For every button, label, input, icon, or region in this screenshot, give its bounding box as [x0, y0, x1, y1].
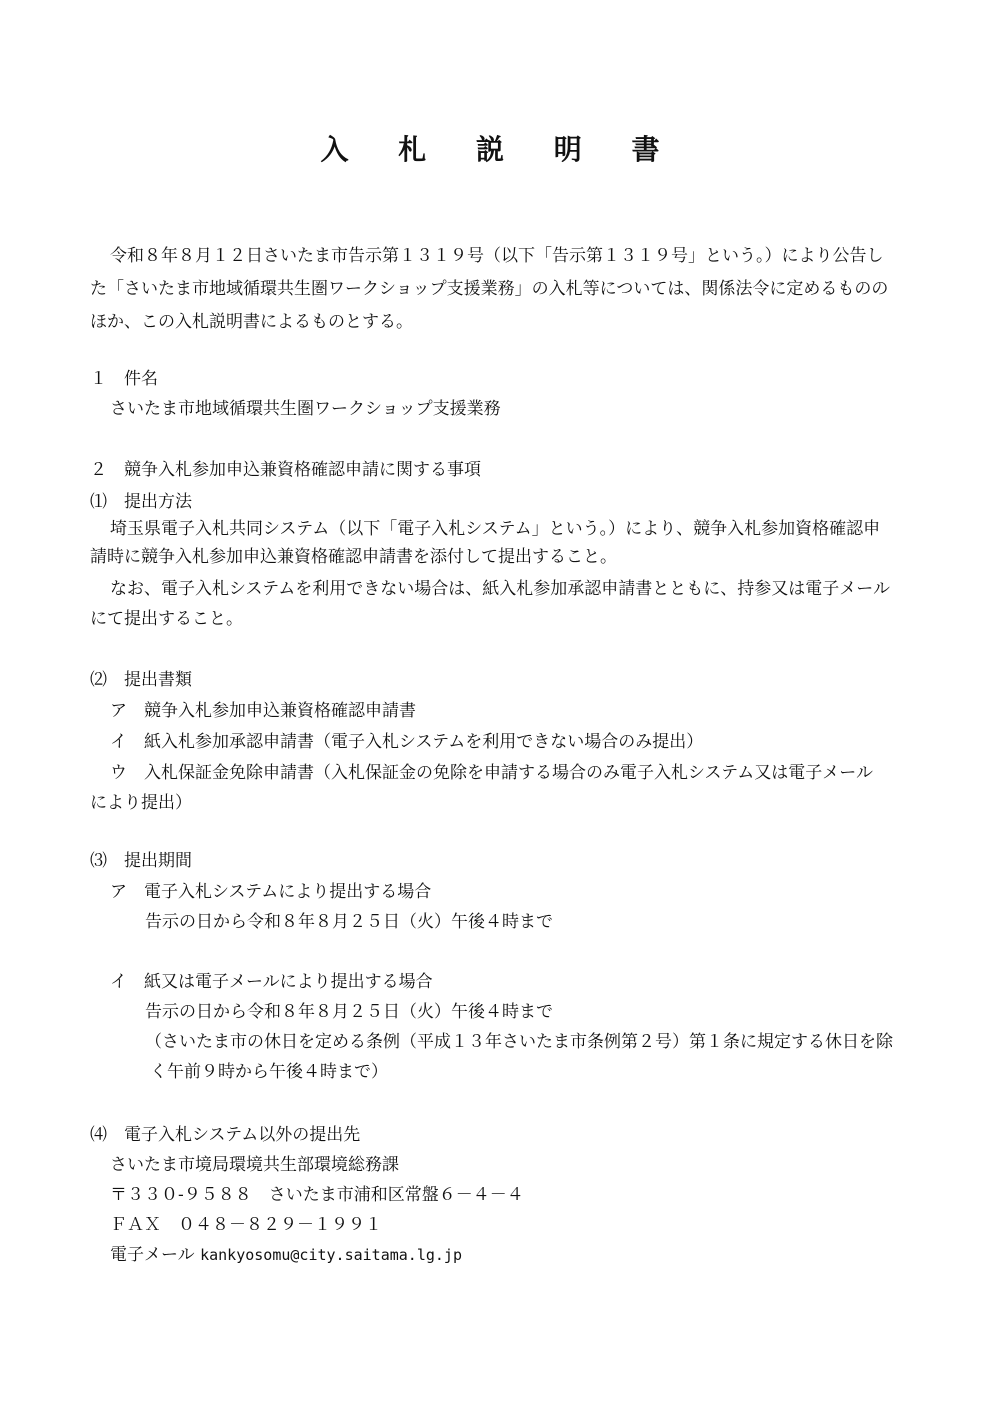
section-2-2-heading: ⑵ 提出書類 [90, 670, 192, 690]
section-2-3-a-body: 告示の日から令和８年８月２５日（火）午後４時まで [145, 912, 553, 932]
section-2-2-item-a: ア 競争入札参加申込兼資格確認申請書 [110, 701, 416, 721]
section-1-heading: １ 件名 [90, 369, 158, 389]
section-2-4-heading: ⑷ 電子入札システム以外の提出先 [90, 1125, 361, 1145]
section-2-3-b-heading: イ 紙又は電子メールにより提出する場合 [110, 972, 433, 992]
section-2-3-b-body: 告示の日から令和８年８月２５日（火）午後４時まで [145, 1002, 553, 1022]
section-1-body: さいたま市地域循環共生圏ワークショップ支援業務 [110, 399, 501, 419]
intro-line-1: 令和８年８月１２日さいたま市告示第１３１９号（以下「告示第１３１９号」という。）により公告し [110, 246, 884, 266]
section-2-1-line-4: にて提出すること。 [90, 609, 243, 629]
section-2-4-email-line [110, 1242, 462, 1268]
section-2-3-heading: ⑶ 提出期間 [90, 851, 192, 871]
section-2-4-fax: ＦＡＸ ０４８－８２９－１９９１ [110, 1215, 382, 1235]
document-title: 入 札 説 明 書 [320, 133, 680, 166]
section-2-heading: ２ 競争入札参加申込兼資格確認申請に関する事項 [90, 460, 481, 480]
section-2-1-line-1: 埼玉県電子入札共同システム（以下「電子入札システム」という。）により、競争入札参加資格確認申 [110, 519, 881, 539]
intro-line-3: ほか、この入札説明書によるものとする。 [90, 312, 413, 332]
section-2-2-item-b: イ 紙入札参加承認申請書（電子入札システムを利用できない場合のみ提出） [110, 732, 704, 752]
section-2-3-b-note-1: （さいたま市の休日を定める条例（平成１３年さいたま市条例第２号）第１条に規定する休日を除 [145, 1032, 893, 1052]
section-2-1-line-2: 請時に競争入札参加申込兼資格確認申請書を添付して提出すること。 [90, 547, 617, 567]
email-label: 電子メール [110, 1245, 195, 1265]
section-2-3-b-note-2: く午前９時から午後４時まで） [150, 1062, 388, 1082]
section-2-2-item-c-cont: により提出） [90, 793, 192, 813]
section-2-1-heading: ⑴ 提出方法 [90, 492, 192, 512]
email-address: kankyosomu@city.saitama.lg.jp [200, 1246, 462, 1264]
section-2-1-line-3: なお、電子入札システムを利用できない場合は、紙入札参加承認申請書とともに、持参又は電子メール [110, 579, 890, 599]
section-2-3-a-heading: ア 電子入札システムにより提出する場合 [110, 882, 432, 902]
intro-line-2: た「さいたま市地域循環共生圏ワークショップ支援業務」の入札等については、関係法令に定めるものの [90, 279, 889, 299]
section-2-4-address: 〒３３０-９５８８ さいたま市浦和区常盤６－４－４ [110, 1185, 524, 1205]
section-2-2-item-c: ウ 入札保証金免除申請書（入札保証金の免除を申請する場合のみ電子入札システム又は電子メール [110, 763, 873, 783]
section-2-4-dept: さいたま市境局環境共生部環境総務課 [110, 1155, 399, 1175]
